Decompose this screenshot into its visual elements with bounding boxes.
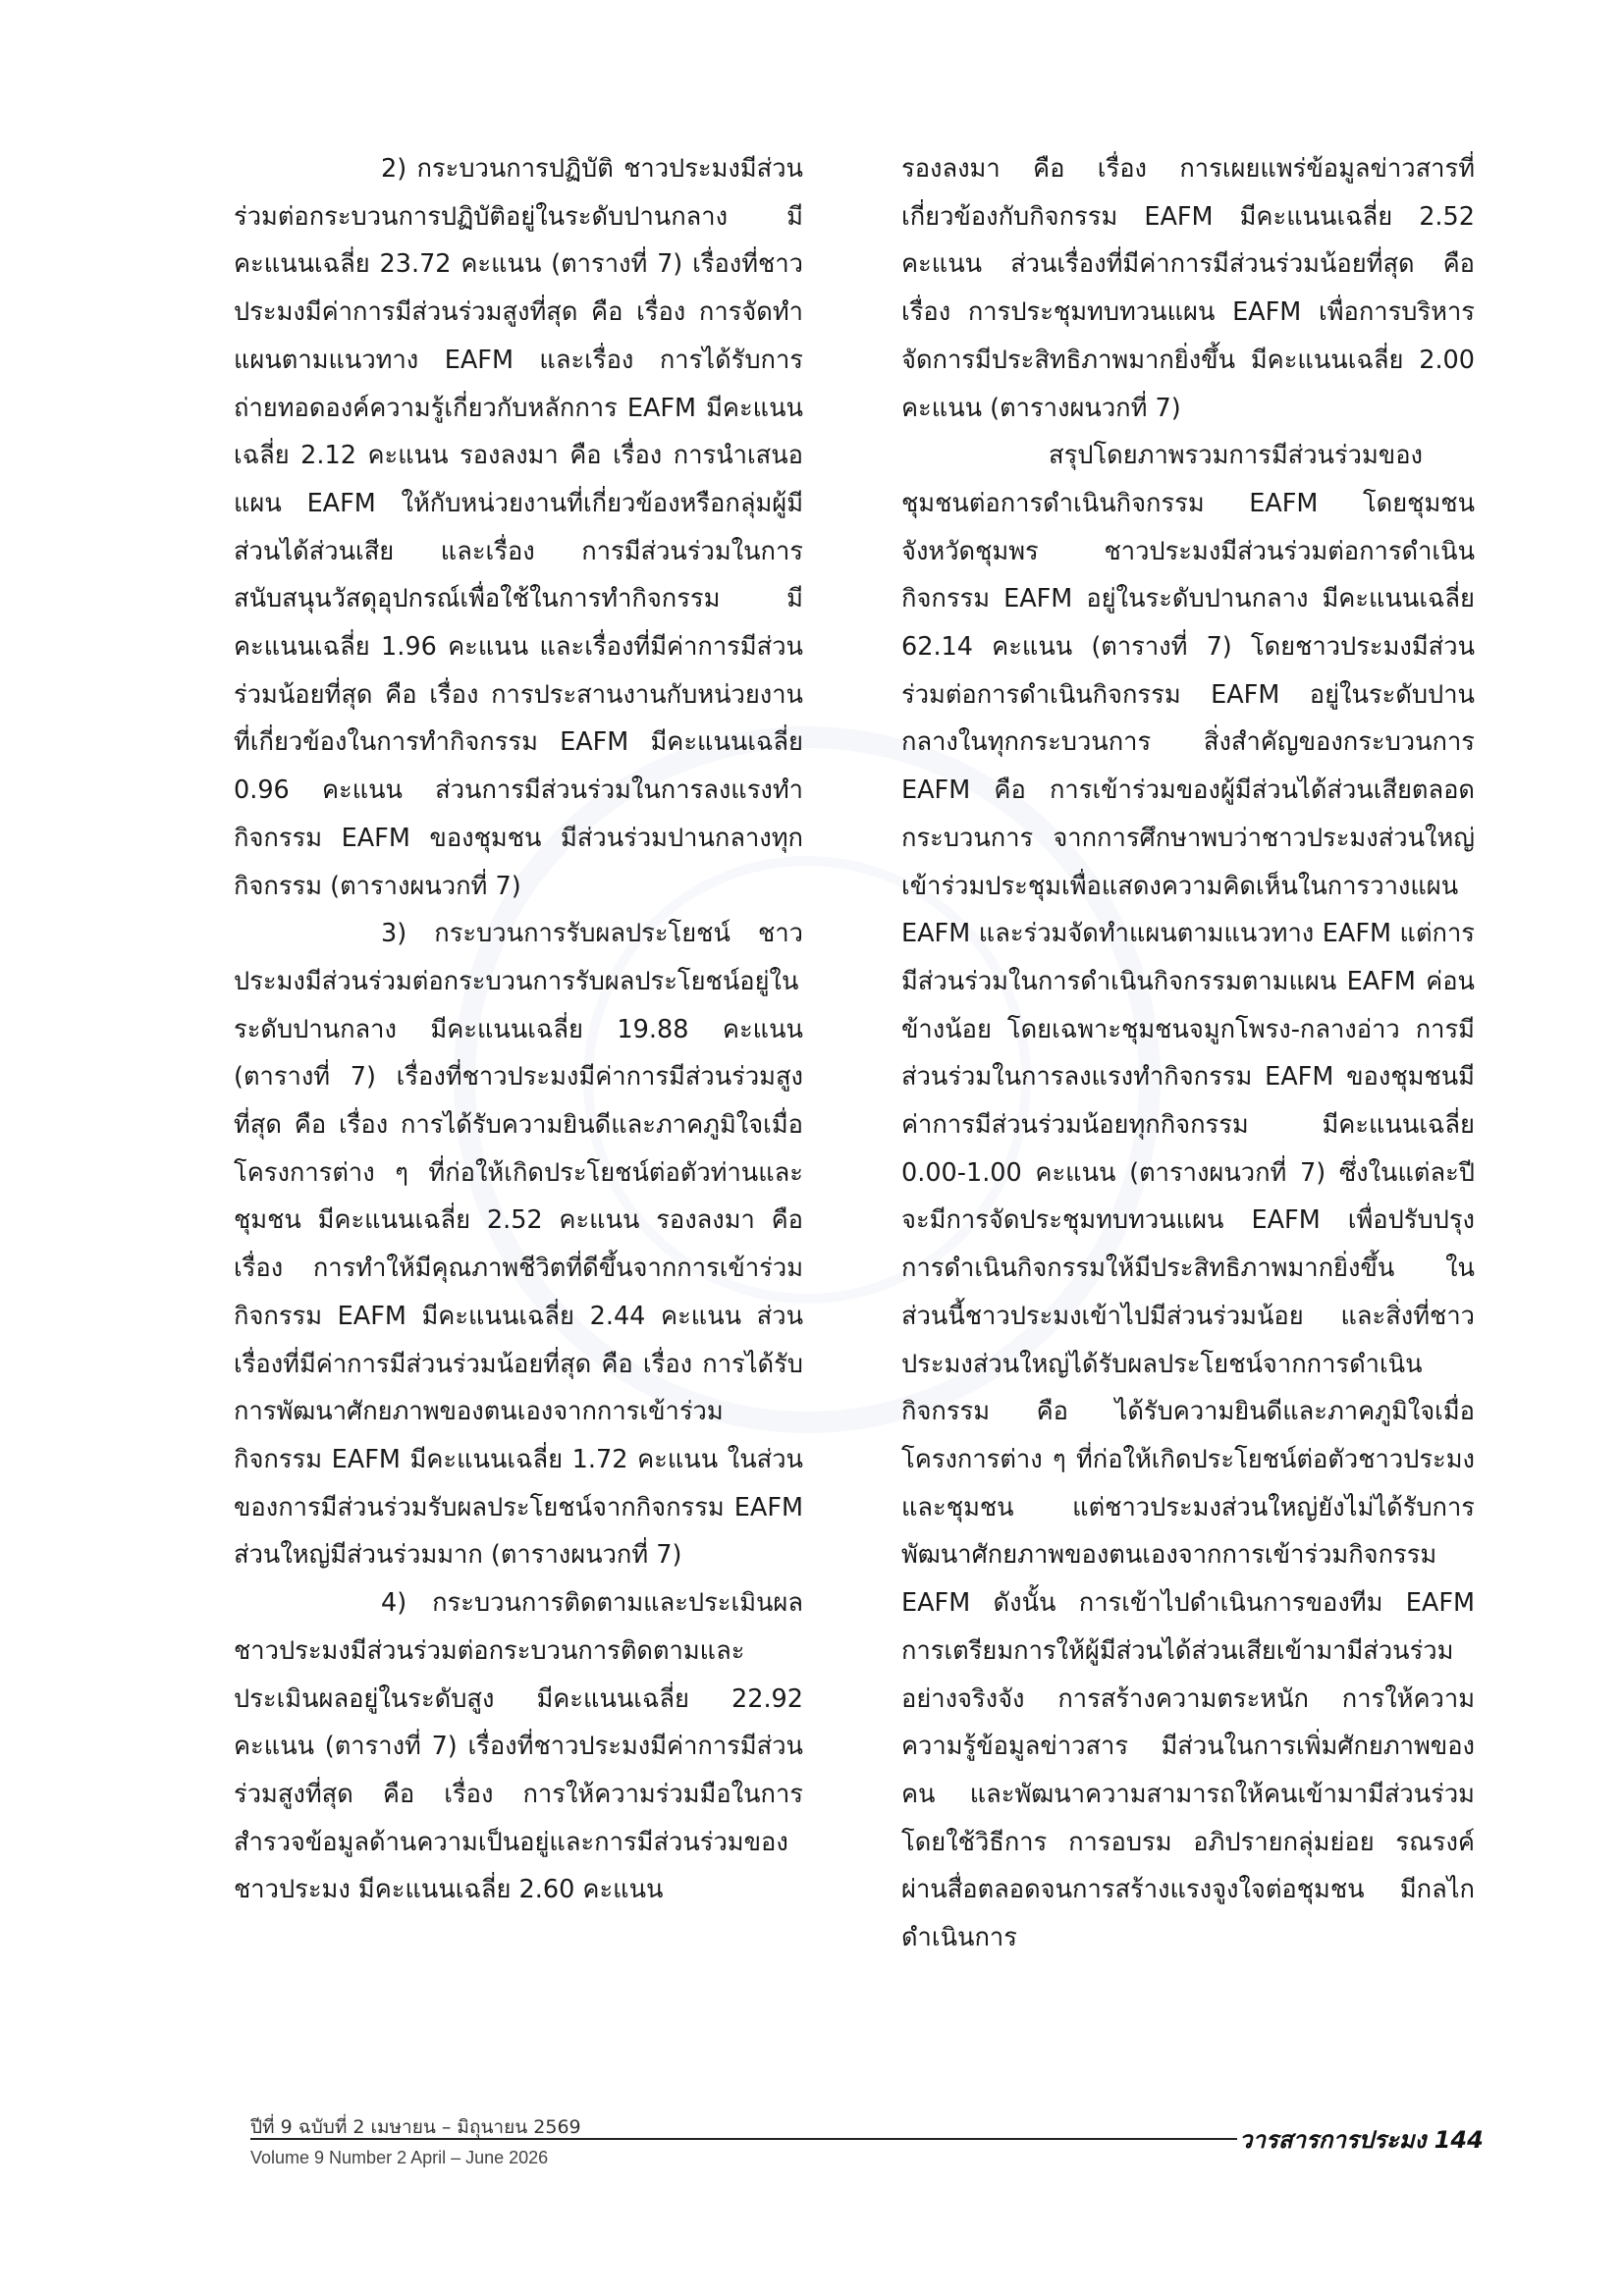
paragraph-benefit-process: 3) กระบวนการรับผลประโยชน์ ชาวประมงมีส่วนร่วมต่อกระบวนการรับผลประโยชน์อยู่ในระดับปานกลาง มีคะแนนเฉลี่ย 19.88 คะแนน (ตารางที่ 7) เรื่องที่ชาวประมงมีค่าการมีส่วนร่วมสูงที่สุด คือ เรื่อง การได้รับความยินดีและภาคภูมิใจเมื่อโครงการต่าง ๆ ที่ก่อให้เกิดประโยชน์ต่อตัวท่านและชุมชน มีคะแนนเฉลี่ย 2.52 คะแนน รองลงมา คือ เรื่อง การทำให้มีคุณภาพชีวิตที่ดีขึ้นจากการเข้าร่วมกิจกรรม EAFM มีคะแนนเฉลี่ย 2.44 คะแนน ส่วนเรื่องที่มีค่าการมีส่วนร่วมน้อยที่สุด คือ เรื่อง การได้รับการพัฒนาศักยภาพของตนเองจากการเข้าร่วมกิจกรรม EAFM มีคะแนนเฉลี่ย 1.72 คะแนน ในส่วนของการมีส่วนร่วมรับผลประโยชน์จากกิจกรรม EAFM ส่วนใหญ่มีส่วนร่วมมาก (ตารางผนวกที่ 7) (234, 919, 803, 1571)
paragraph-evaluation-continued: รองลงมา คือ เรื่อง การเผยแพร่ข้อมูลข่าวสารที่เกี่ยวข้องกับกิจกรรม EAFM มีคะแนนเฉลี่ย 2.52 คะแนน ส่วนเรื่องที่มีค่าการมีส่วนร่วมน้อยที่สุด คือ เรื่อง การประชุมทบทวนแผน EAFM เพื่อการบริหารจัดการมีประสิทธิภาพมากยิ่งขึ้น มีคะแนนเฉลี่ย 2.00 คะแนน (ตารางผนวกที่ 7) (901, 154, 1475, 423)
footer-issue-english: Volume 9 Number 2 April – June 2026 (250, 2148, 549, 2167)
right-column (901, 145, 1475, 1962)
paragraph-summary: สรุปโดยภาพรวมการมีส่วนร่วมของชุมชนต่อการดำเนินกิจกรรม EAFM โดยชุมชนจังหวัดชุมพร ชาวประมงมีส่วนร่วมต่อการดำเนินกิจกรรม EAFM อยู่ในระดับปานกลาง มีคะแนนเฉลี่ย 62.14 คะแนน (ตารางที่ 7) โดยชาวประมงมีส่วนร่วมต่อการดำเนินกิจกรรม EAFM อยู่ในระดับปานกลางในทุกกระบวนการ สิ่งสำคัญของกระบวนการ EAFM คือ การเข้าร่วมของผู้มีส่วนได้ส่วนเสียตลอดกระบวนการ จากการศึกษาพบว่าชาวประมงส่วนใหญ่เข้าร่วมประชุมเพื่อแสดงความคิดเห็นในการวางแผน EAFM และร่วมจัดทำแผนตามแนวทาง EAFM แต่การมีส่วนร่วมในการดำเนินกิจกรรมตามแผน EAFM ค่อนข้างน้อย โดยเฉพาะชุมชนจมูกโพรง-กลางอ่าว การมีส่วนร่วมในการลงแรงทำกิจกรรม EAFM ของชุมชนมีค่าการมีส่วนร่วมน้อยทุกกิจกรรม มีคะแนนเฉลี่ย 0.00-1.00 คะแนน (ตารางผนวกที่ 7) ซึ่งในแต่ละปีจะมีการจัดประชุมทบทวนแผน EAFM เพื่อปรับปรุงการดำเนินกิจกรรมให้มีประสิทธิภาพมากยิ่งขึ้น ในส่วนนี้ชาวประมงเข้าไปมีส่วนร่วมน้อย และสิ่งที่ชาวประมงส่วนใหญ่ได้รับผลประโยชน์จากการดำเนินกิจกรรม คือ ได้รับความยินดีและภาคภูมิใจเมื่อโครงการต่าง ๆ ที่ก่อให้เกิดประโยชน์ต่อตัวชาวประมงและชุมชน แต่ชาวประมงส่วนใหญ่ยังไม่ได้รับการพัฒนาศักยภาพของตนเองจากการเข้าร่วมกิจกรรม EAFM ดังนั้น การเข้าไปดำเนินการของทีม EAFM การเตรียมการให้ผู้มีส่วนได้ส่วนเสียเข้ามามีส่วนร่วมอย่างจริงจัง การสร้างความตระหนัก การให้ความความรู้ข้อมูลข่าวสาร มีส่วนในการเพิ่มศักยภาพของคน และพัฒนาความสามารถให้คนเข้ามามีส่วนร่วม โดยใช้วิธีการ การอบรม อภิปรายกลุ่มย่อย รณรงค์ผ่านสื่อตลอดจนการสร้างแรงจูงใจต่อชุมชน มีกลไกดำเนินการ (901, 441, 1475, 1953)
paragraph-evaluation-process: 4) กระบวนการติดตามและประเมินผล ชาวประมงมีส่วนร่วมต่อกระบวนการติดตามและประเมินผลอยู่ในระดับสูง มีคะแนนเฉลี่ย 22.92 คะแนน (ตารางที่ 7) เรื่องที่ชาวประมงมีค่าการมีส่วนร่วมสูงที่สุด คือ เรื่อง การให้ความร่วมมือในการสำรวจข้อมูลด้านความเป็นอยู่และการมีส่วนร่วมของชาวประมง มีคะแนนเฉลี่ย 2.60 คะแนน (234, 1588, 803, 1905)
paragraph-practice-process: 2) กระบวนการปฏิบัติ ชาวประมงมีส่วนร่วมต่อกระบวนการปฏิบัติอยู่ในระดับปานกลาง มีคะแนนเฉลี่ย 23.72 คะแนน (ตารางที่ 7) เรื่องที่ชาวประมงมีค่าการมีส่วนร่วมสูงที่สุด คือ เรื่อง การจัดทำแผนตามแนวทาง EAFM และเรื่อง การได้รับการถ่ายทอดองค์ความรู้เกี่ยวกับหลักการ EAFM มีคะแนนเฉลี่ย 2.12 คะแนน รองลงมา คือ เรื่อง การนำเสนอแผน EAFM ให้กับหน่วยงานที่เกี่ยวข้องหรือกลุ่มผู้มีส่วนได้ส่วนเสีย และเรื่อง การมีส่วนร่วมในการสนับสนุนวัสดุอุปกรณ์เพื่อใช้ในการทำกิจกรรม มีคะแนนเฉลี่ย 1.96 คะแนน และเรื่องที่มีค่าการมีส่วนร่วมน้อยที่สุด คือ เรื่อง การประสานงานกับหน่วยงานที่เกี่ยวข้องในการทำกิจกรรม EAFM มีคะแนนเฉลี่ย 0.96 คะแนน ส่วนการมีส่วนร่วมในการลงแรงทำกิจกรรม EAFM ของชุมชน มีส่วนร่วมปานกลางทุกกิจกรรม (ตารางผนวกที่ 7) (234, 154, 803, 901)
journal-name-page-number: วารสารการประมง 144 (1239, 2126, 1484, 2154)
footer-issue-thai: ปีที่ 9 ฉบับที่ 2 เมษายน – มิถุนายน 2569 (250, 2116, 581, 2138)
footer-divider (250, 2138, 1237, 2140)
left-column (234, 145, 803, 1914)
